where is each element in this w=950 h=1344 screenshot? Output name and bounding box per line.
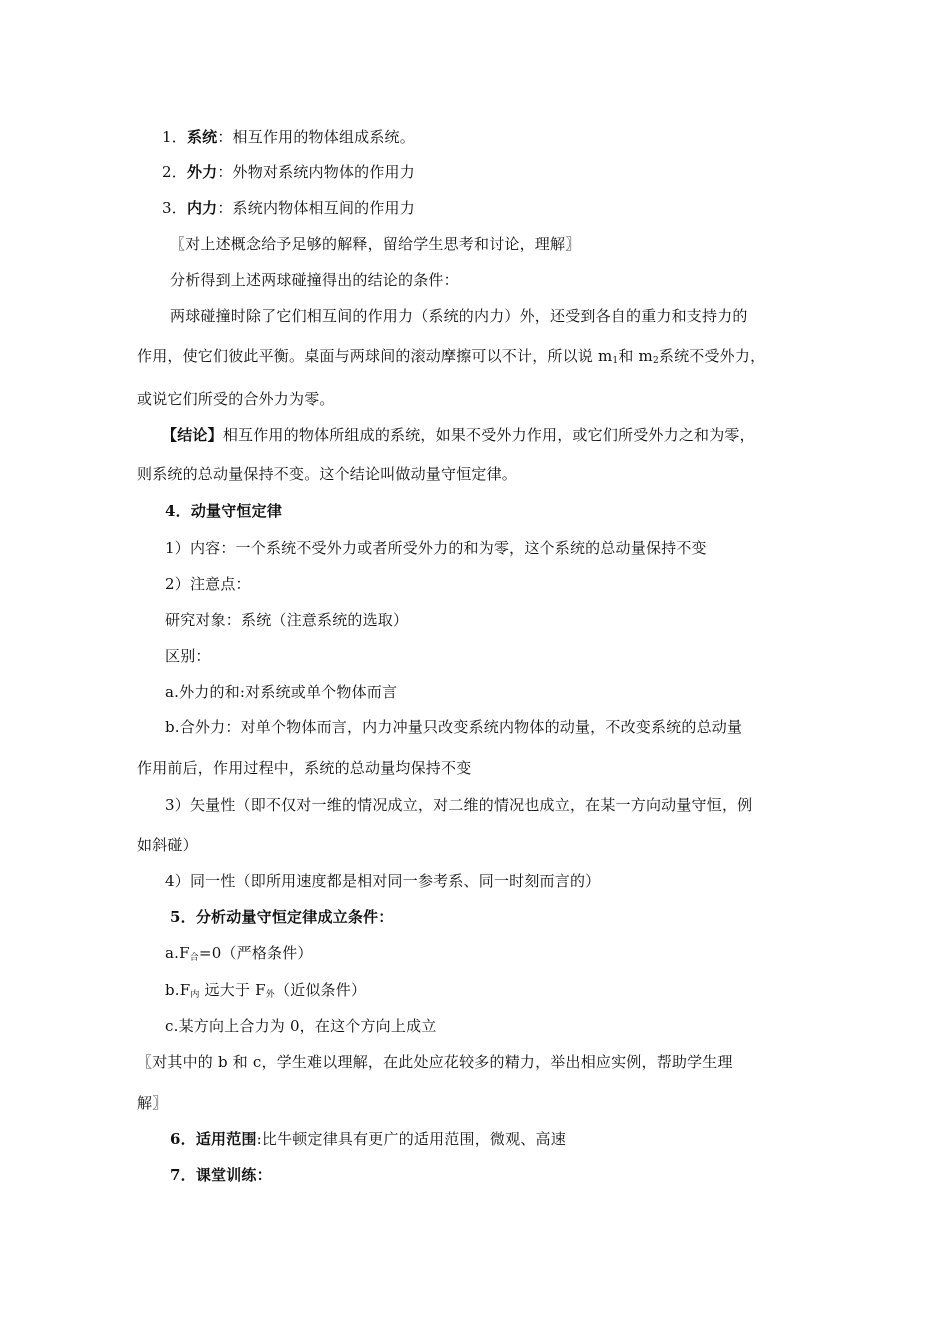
condition-c: c.某方向上合力为 0，在这个方向上成立: [165, 1017, 437, 1035]
conclusion-tag: 【结论】: [162, 426, 223, 444]
term-internal-force: 内力: [186, 199, 218, 217]
definition-external-force: [162, 162, 415, 182]
definition-system: [162, 127, 415, 147]
text-fragment: 作用，使它们彼此平衡。桌面与两球间的滚动摩擦可以不计，所以说 m: [137, 347, 613, 365]
definition-internal-force: [162, 198, 415, 218]
content-line: 2）注意点：: [165, 575, 251, 593]
content-line: 3）矢量性（即不仅对一维的情况成立，对二维的情况也成立，在某一方向动量守恒，例: [165, 796, 753, 814]
paragraph-line: 或说它们所受的合外力为零。: [137, 390, 335, 408]
content-line: 研究对象：系统（注意系统的选取）: [165, 611, 409, 629]
definition-text: ：外物对系统内物体的作用力: [217, 163, 415, 181]
content-line: a.外力的和:对系统或单个物体而言: [165, 683, 398, 701]
section-heading-7: 7．课堂训练：: [170, 1166, 272, 1184]
section-6: [170, 1129, 566, 1149]
text-fragment: （近似条件）: [274, 981, 367, 999]
definition-text: :比牛顿定律具有更广的适用范围，微观、高速: [256, 1130, 566, 1148]
text-fragment: 系统不受外力，: [658, 347, 766, 365]
teaching-note-2: 解〗: [137, 1094, 168, 1112]
text-fragment: a.F: [165, 944, 190, 962]
subscript: 内: [190, 990, 200, 1000]
analysis-intro: 分析得到上述两球碰撞得出的结论的条件：: [170, 271, 459, 289]
text-fragment: 和 m: [618, 347, 653, 365]
subscript: 2: [652, 356, 659, 366]
conclusion-text: 相互作用的物体所组成的系统，如果不受外力作用，或它们所受外力之和为零，: [222, 426, 755, 444]
definition-text: ：系统内物体相互间的作用力: [217, 199, 415, 217]
paragraph-line: [137, 346, 765, 366]
teaching-note-2: 〖对其中的 b 和 c，学生难以理解，在此处应花较多的精力，举出相应实例，帮助学生理: [137, 1053, 733, 1071]
item-number: 1．: [162, 128, 187, 146]
subscript: 合: [189, 953, 199, 963]
content-line: 1）内容：一个系统不受外力或者所受外力的和为零，这个系统的总动量保持不变: [165, 539, 707, 557]
content-line: 如斜碰）: [137, 836, 198, 854]
text-fragment: =0（严格条件）: [198, 944, 313, 962]
term-system: 系统: [186, 128, 218, 146]
item-number: 6．: [170, 1130, 196, 1148]
text-fragment: 远大于 F: [199, 981, 266, 999]
content-line: 作用前后，作用过程中，系统的总动量均保持不变: [137, 759, 472, 777]
content-line: 4）同一性（即所用速度都是相对同一参考系、同一时刻而言的）: [165, 872, 601, 890]
section-heading-5: 5．分析动量守恒定律成立条件：: [170, 908, 394, 926]
conclusion-line: [162, 425, 755, 445]
term-external-force: 外力: [186, 163, 218, 181]
item-number: 3．: [162, 199, 187, 217]
subscript: 外: [265, 990, 275, 1000]
text-fragment: b.F: [165, 981, 191, 999]
content-line: b.合外力：对单个物体而言，内力冲量只改变系统内物体的动量，不改变系统的总动量: [165, 718, 743, 736]
subscript: 1: [612, 356, 619, 366]
term-scope: 适用范围: [195, 1130, 257, 1148]
condition-b: [165, 980, 366, 1000]
section-heading-4: 4．动量守恒定律: [165, 502, 283, 520]
paragraph-line: 两球碰撞时除了它们相互间的作用力（系统的内力）外，还受到各自的重力和支持力的: [170, 307, 748, 325]
content-line: 区别：: [165, 647, 211, 665]
conclusion-line: 则系统的总动量保持不变。这个结论叫做动量守恒定律。: [137, 465, 518, 483]
condition-a: [165, 943, 313, 963]
teaching-note-1: 〖对上述概念给予足够的解释，留给学生思考和讨论，理解〗: [170, 235, 581, 253]
definition-text: ：相互作用的物体组成系统。: [217, 128, 415, 146]
item-number: 2．: [162, 163, 187, 181]
